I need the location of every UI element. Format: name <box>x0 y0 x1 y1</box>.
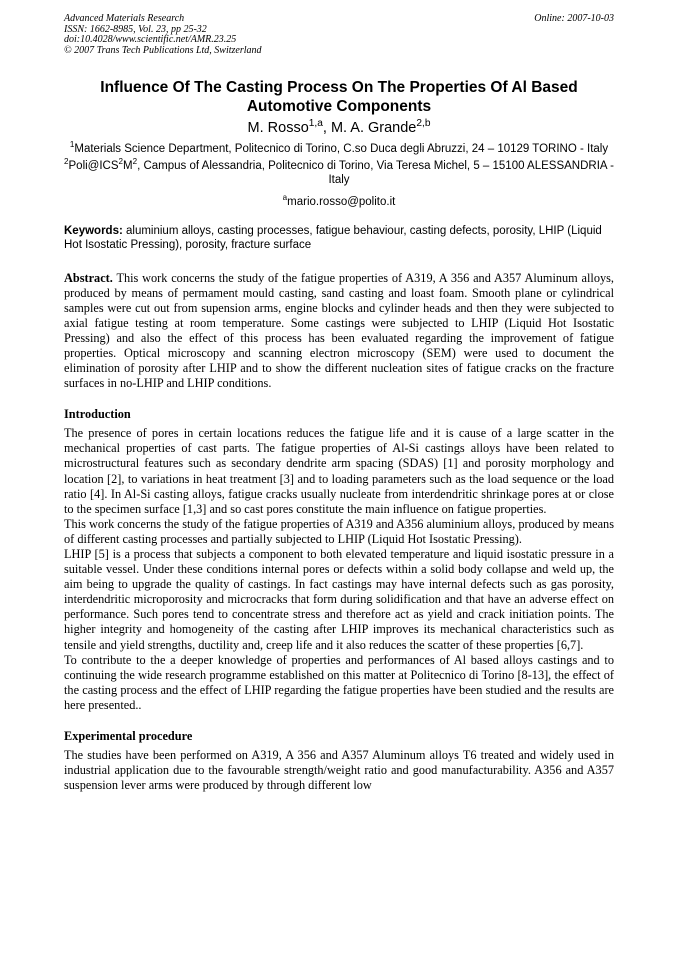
affiliation-2-inner-sup1: 2 <box>118 156 124 166</box>
experimental-body <box>64 748 614 793</box>
email-address: mario.rosso@polito.it <box>287 195 396 208</box>
journal-copyright: © 2007 Trans Tech Publications Ltd, Switzerland <box>64 44 262 56</box>
journal-name: Advanced Materials Research <box>64 13 185 24</box>
introduction-body <box>64 426 614 713</box>
author-1-sup: 1,a <box>308 118 323 130</box>
keywords-label: Keywords: <box>64 224 123 237</box>
affiliation-1 <box>64 142 614 157</box>
affiliation-2-inner-sup2: 2 <box>132 156 138 166</box>
affiliation-1-text: Materials Science Department, Politecnico di Torino, C.so Duca degli Abruzzi, 24 – 10129 TORINO - Italy <box>74 143 609 155</box>
introduction-paragraph: The presence of pores in certain locations reduces the fatigue life and it is cause of a large scatter in the mechanical properties of cast parts. The fatigue properties of Al-Si castings alloys have been related to microstructural features such as secondary dendrite arm spacing (SDAS) [1] and porosity morphology and location [2], to variations in heat treatment [3] and to loading parameters such as the load sequence or the load ratio [4]. In Al-Si casting alloys, fatigue cracks usually nucleate from interdendritic shrinkage pores at or close to the specimen surface [1,3] and so cast pores constitute the main influence on fatigue properties. <box>64 426 614 516</box>
author-separator: , <box>322 120 331 136</box>
paper-page <box>64 14 614 793</box>
journal-header <box>64 14 614 62</box>
author-1-name: M. Rosso <box>247 120 309 136</box>
introduction-paragraph: This work concerns the study of the fatigue properties of A319 and A356 aluminium alloys, produced by means of different casting processes and partially subjected to LHIP (Liquid Hot Isostatic Pressing). <box>64 516 614 546</box>
online-date: Online: 2007-10-03 <box>534 13 614 24</box>
corresponding-email <box>64 192 614 208</box>
journal-issn: ISSN: 1662-8985, Vol. 23, pp 25-32 <box>64 23 207 35</box>
affiliation-2-part2: M <box>123 159 133 172</box>
introduction-paragraph: To contribute to the a deeper knowledge of properties and performances of Al based alloys castings and to continuing the wide research programme established on this matter at Politecnico di Torino [8-13], the effect of the casting process and the effect of LHIP regarding the fatigue properties have been studied and the results are here presented.. <box>64 652 614 712</box>
paper-title: Influence Of The Casting Process On The Properties Of Al Based Automotive Components <box>100 79 578 115</box>
affiliation-2 <box>64 156 614 188</box>
experimental-paragraph: The studies have been performed on A319, A 356 and A357 Aluminum alloys T6 treated and widely used in industrial application due to the favourable strength/weight ratio and good manufacturability. A356 and A357 suspension lever arms were produced by through different low <box>64 748 614 793</box>
author-2-name: M. A. Grande <box>330 120 417 136</box>
introduction-paragraph: LHIP [5] is a process that subjects a component to both elevated temperature and liquid isostatic pressure in a suitable vessel. Under these conditions internal pores or defects within a solid body collapse and weld up, the aim being to upgrade the quality of castings. In fact castings may have internal defects such as gas porosity, interdendritic microporosity and microcracks that form during solidification and that have an adverse effect on performance. Such pores tend to concentrate stress and therefore act as yield and crack initiation points. The higher integrity and homogeneity of the casting after LHIP improves its mechanical characteristics such as tensile and yield strengths, ductility and, creep life and it also reduces the scatter of these properties [6,7]. <box>64 547 614 652</box>
experimental-heading: Experimental procedure <box>64 729 193 744</box>
affiliation-2-part3: , Campus of Alessandria, Politecnico di Torino, Via Teresa Michel, 5 – 15100 ALESSANDRIA - Italy <box>137 159 614 186</box>
author-line <box>64 120 614 136</box>
introduction-heading: Introduction <box>64 407 131 422</box>
email-sup: a <box>282 192 288 202</box>
abstract-text: This work concerns the study of the fatigue properties of A319, A 356 and A357 Aluminum alloys, produced by means of permament mould casting, sand casting and loast foam. Smooth plane or cylindrical samples were cut out from supension arms, engine blocks and cylinder heads and then they were subjected to axial fatigue testing at room temperature. Some castings were subjected to LHIP (Liquid Hot Isostatic Pressing) and also the effect of this process has been evaluated regarding the improvement of fatigue properties. Optical microscopy and scanning electron microscopy (SEM) were used to document the elimination of porosity after LHIP and to show the different nucleation sites of fatigue cracks on the fracture surfaces in no-LHIP and LHIP conditions. <box>64 270 614 391</box>
affiliation-1-sup: 1 <box>69 140 75 150</box>
author-2-sup: 2,b <box>416 118 431 130</box>
journal-info <box>64 14 614 56</box>
journal-doi: doi:10.4028/www.scientific.net/AMR.23.25 <box>64 34 237 45</box>
abstract-block <box>64 271 614 392</box>
affiliation-2-sup: 2 <box>64 156 69 166</box>
keywords-block <box>64 224 614 253</box>
keywords-text: aluminium alloys, casting processes, fatigue behaviour, casting defects, porosity, LHIP (Liquid Hot Isostatic Pressing), porosity, fracture surface <box>64 224 602 251</box>
affiliation-2-part1: Poli@ICS <box>68 159 119 172</box>
abstract-label: Abstract. <box>64 270 113 285</box>
